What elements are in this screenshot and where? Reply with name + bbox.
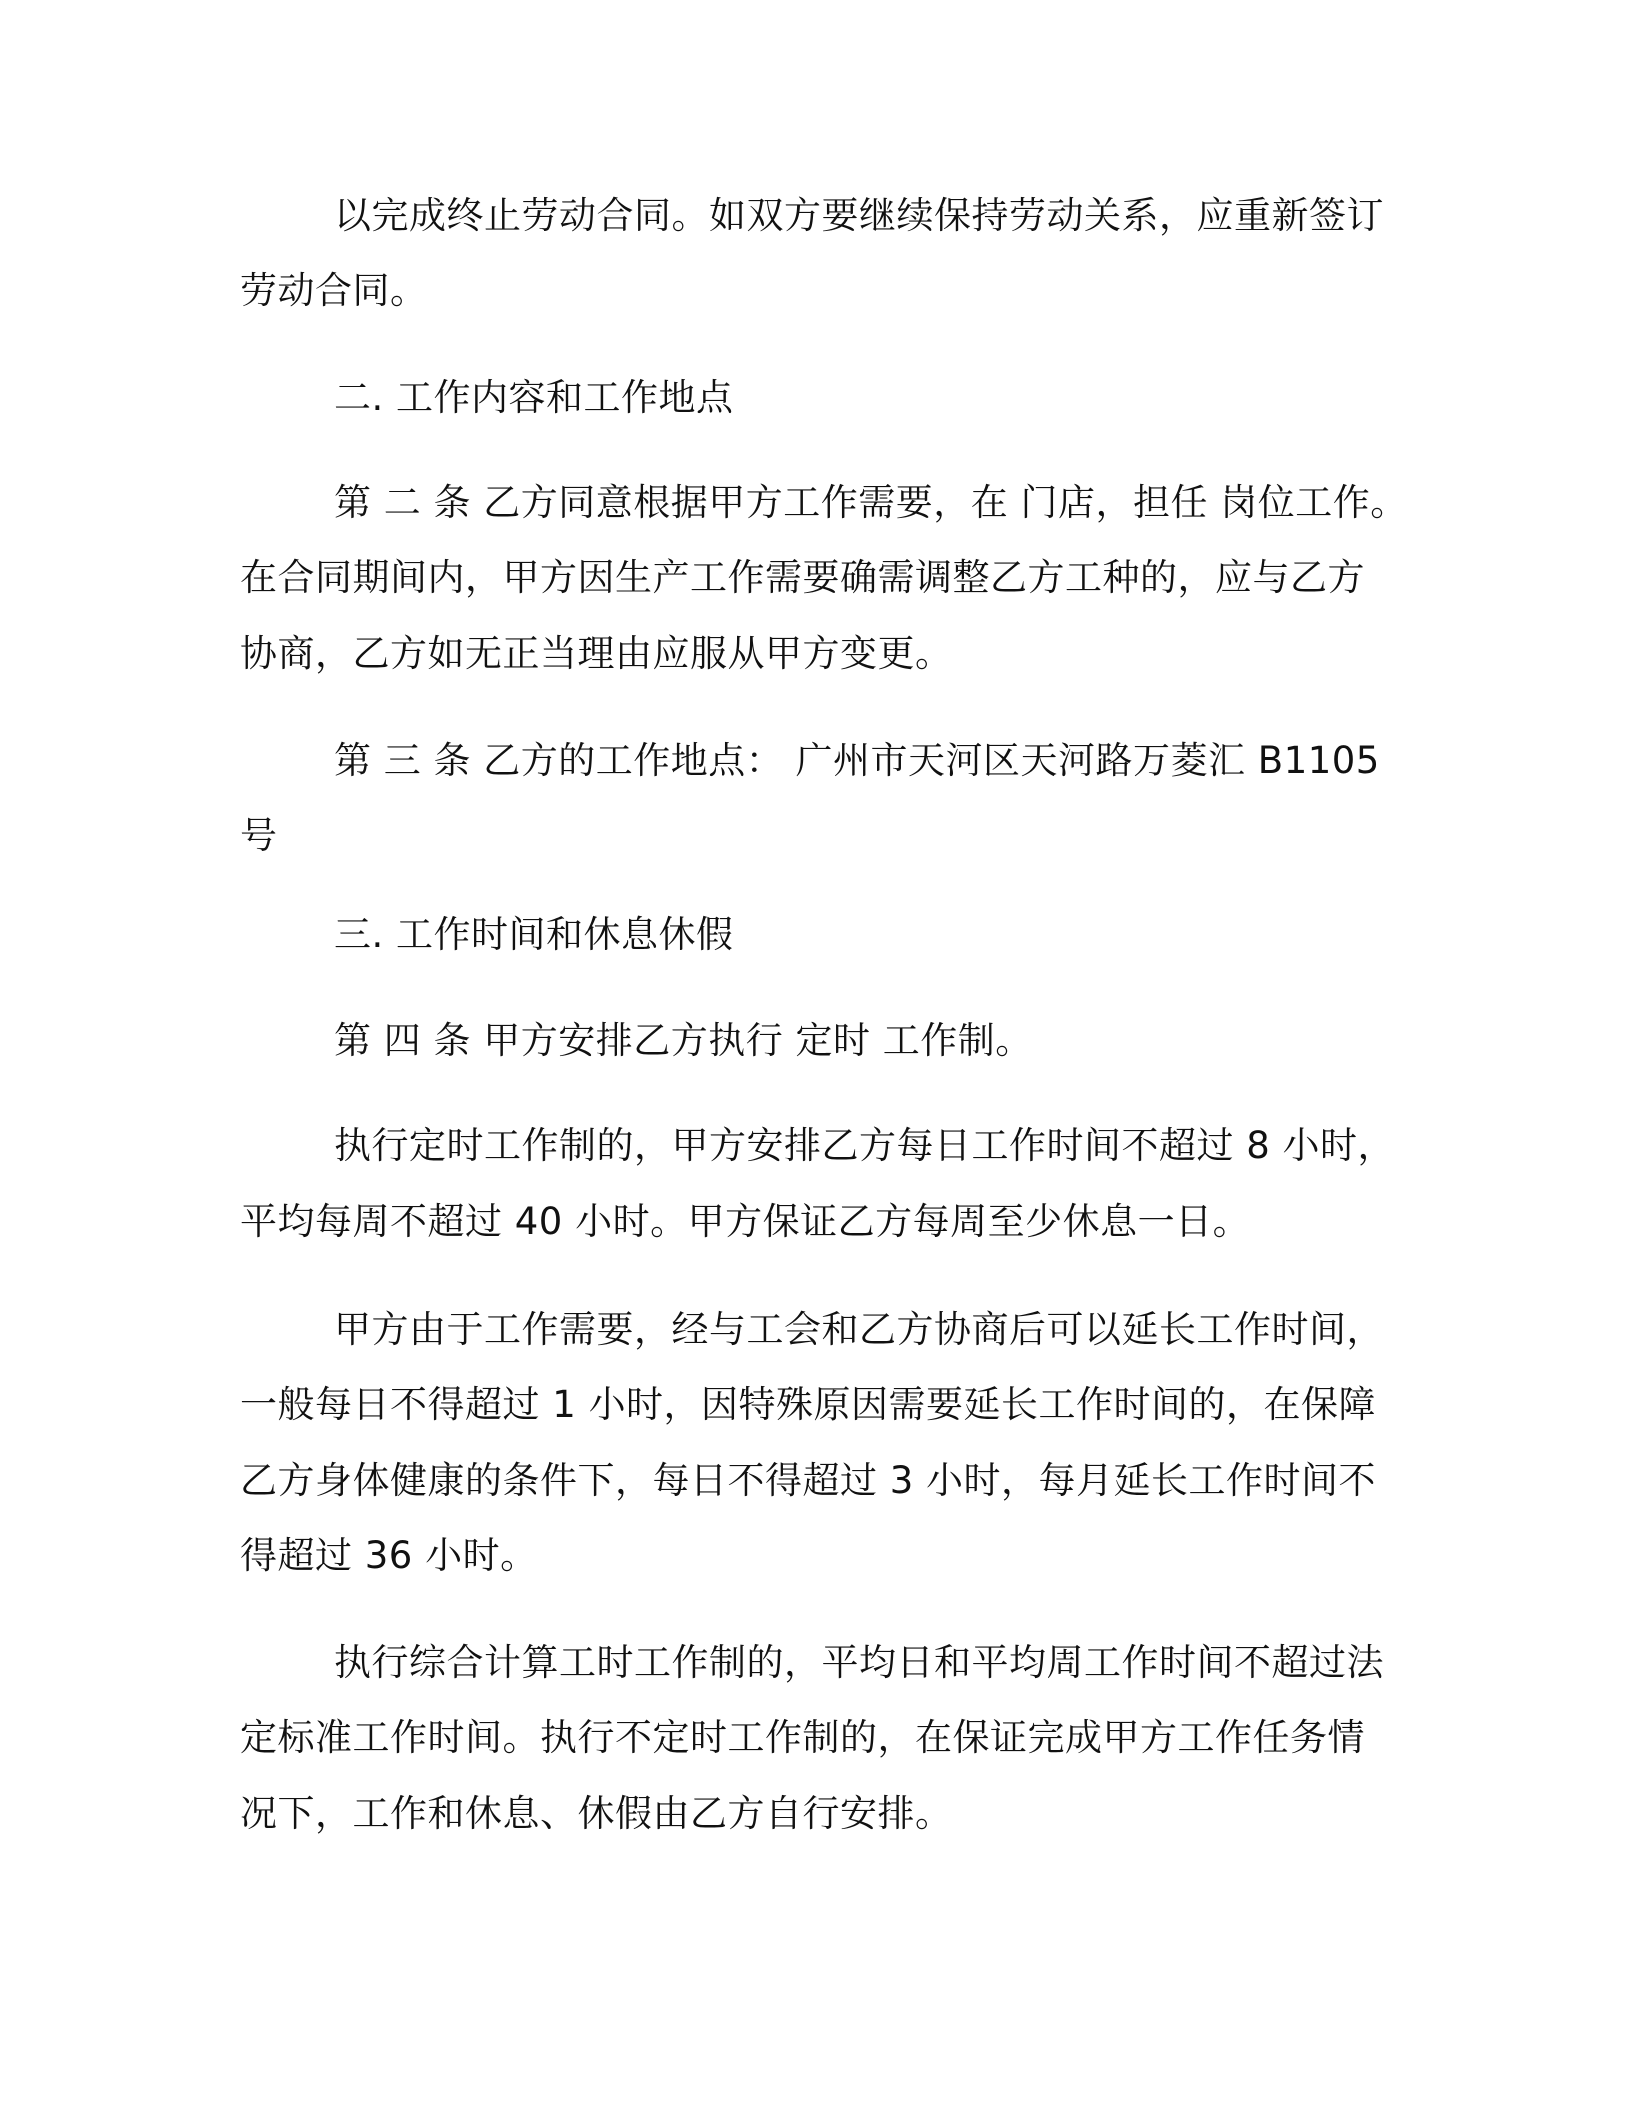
paragraph-3-line-3: 况下，工作和休息、休假由乙方自行安排。 bbox=[240, 1792, 953, 1835]
article-4-line-1: 第 四 条 甲方安排乙方执行 定时 工作制。 bbox=[334, 1019, 1033, 1062]
paragraph-3-line-1: 执行综合计算工时工作制的，平均日和平均周工作时间不超过法 bbox=[334, 1641, 1384, 1684]
article-3-line-1: 第 三 条 乙方的工作地点： 广州市天河区天河路万菱汇 B1105 bbox=[334, 739, 1380, 782]
article-2-line-3: 协商，乙方如无正当理由应服从甲方变更。 bbox=[240, 632, 953, 675]
paragraph-1-line-1: 执行定时工作制的，甲方安排乙方每日工作时间不超过 8 小时， bbox=[334, 1124, 1396, 1167]
paragraph-3-line-2: 定标准工作时间。执行不定时工作制的，在保证完成甲方工作任务情 bbox=[240, 1716, 1365, 1759]
article-2-line-1: 第 二 条 乙方同意根据甲方工作需要，在 门店，担任 岗位工作。 bbox=[334, 481, 1408, 524]
paragraph-2-line-1: 甲方由于工作需要，经与工会和乙方协商后可以延长工作时间， bbox=[334, 1308, 1384, 1351]
paragraph-2-line-3: 乙方身体健康的条件下，每日不得超过 3 小时，每月延长工作时间不 bbox=[240, 1459, 1377, 1502]
paragraph-2-line-2: 一般每日不得超过 1 小时，因特殊原因需要延长工作时间的，在保障 bbox=[240, 1383, 1377, 1426]
section-heading-2: 二. 工作内容和工作地点 bbox=[334, 376, 734, 419]
section-heading-3: 三. 工作时间和休息休假 bbox=[334, 913, 734, 956]
article-3-line-2: 号 bbox=[240, 814, 278, 857]
paragraph-2-line-4: 得超过 36 小时。 bbox=[240, 1534, 538, 1577]
article-2-line-2: 在合同期间内，甲方因生产工作需要确需调整乙方工种的，应与乙方 bbox=[240, 556, 1365, 599]
text-line: 劳动合同。 bbox=[240, 269, 428, 312]
text-line-continuation: 以完成终止劳动合同。如双方要继续保持劳动关系，应重新签订 bbox=[334, 194, 1384, 237]
paragraph-1-line-2: 平均每周不超过 40 小时。甲方保证乙方每周至少休息一日。 bbox=[240, 1200, 1251, 1243]
